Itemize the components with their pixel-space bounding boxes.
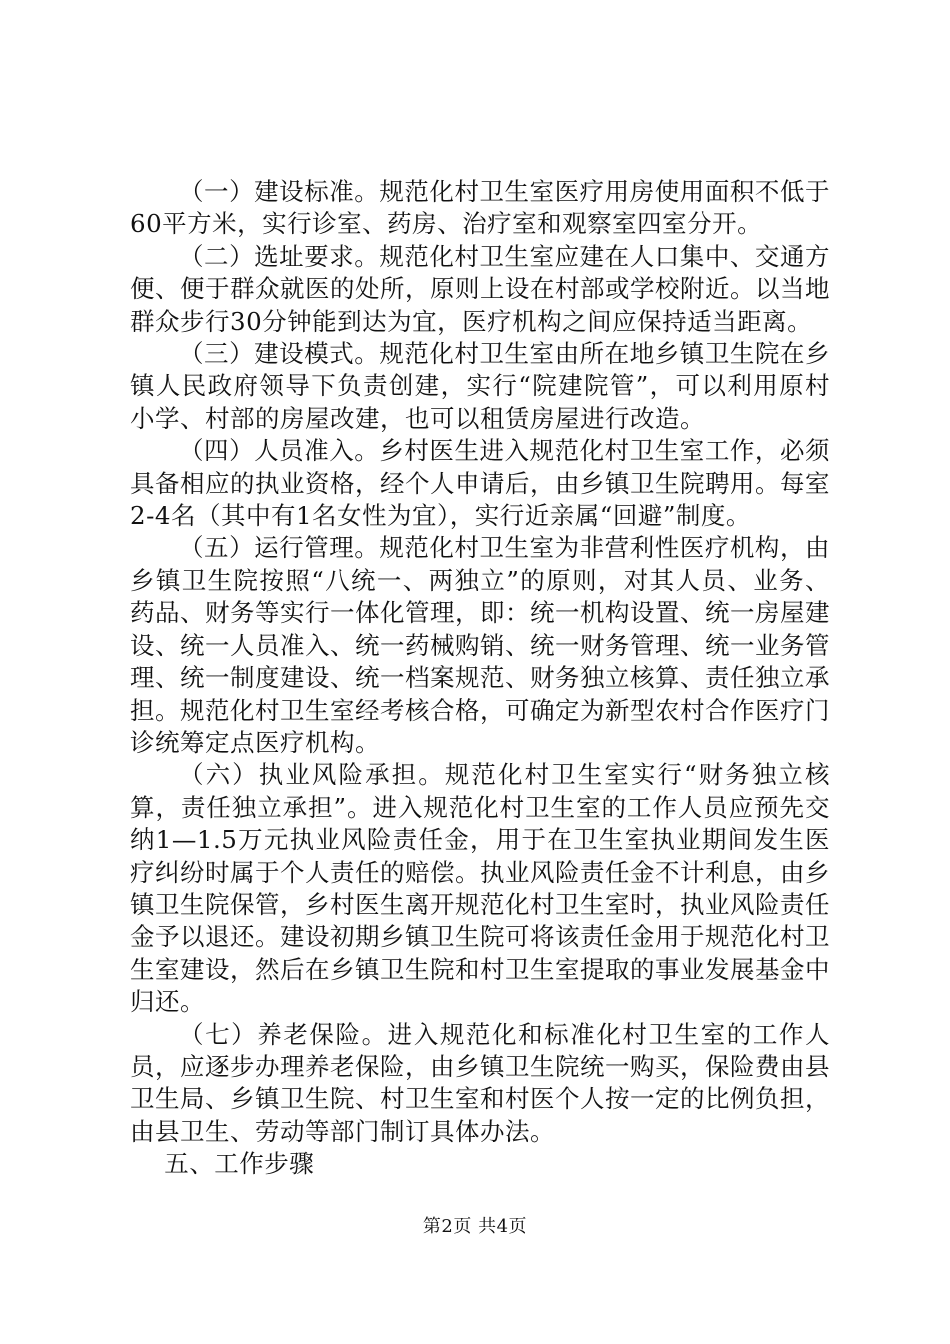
paragraph-operation-management: （五）运行管理。规范化村卫生室为非营利性医疗机构，由乡镇卫生院按照“八统一、两独立”的原则，对其人员、业务、药品、财务等实行一体化管理，即：统一机构设置、统一房屋建设、统一人员准入、统一药械购销、统一财务管理、统一业务管理、统一制度建设、统一档案规范、财务独立核算、责任独立承担。规范化村卫生室经考核合格，可确定为新型农村合作医疗门诊统筹定点医疗机构。 [130,533,830,757]
document-body [130,176,830,1181]
section-heading: 五、工作步骤 [164,1149,315,1179]
paragraph-site-requirements: （二）选址要求。规范化村卫生室应建在人口集中、交通方便、便于群众就医的处所，原则上设在村部或学校附近。以当地群众步行30分钟能到达为宜，医疗机构之间应保持适当距离。 [130,241,830,336]
paragraph-construction-standard: （一）建设标准。规范化村卫生室医疗用房使用面积不低于60平方米，实行诊室、药房、治疗室和观察室四室分开。 [130,177,830,239]
paragraph-construction-model: （三）建设模式。规范化村卫生室由所在地乡镇卫生院在乡镇人民政府领导下负责创建，实行“院建院管”，可以利用原村小学、村部的房屋改建，也可以租赁房屋进行改造。 [130,339,830,433]
paragraph-pension-insurance: （七）养老保险。进入规范化和标准化村卫生室的工作人员，应逐步办理养老保险，由乡镇卫生院统一购买，保险费由县卫生局、乡镇卫生院、村卫生室和村医个人按一定的比例负担，由县卫生、劳动等部门制订具体办法。 [130,1019,830,1146]
paragraph-staff-access: （四）人员准入。乡村医生进入规范化村卫生室工作，必须具备相应的执业资格，经个人申请后，由乡镇卫生院聘用。每室2-4名（其中有1名女性为宜），实行近亲属“回避”制度。 [130,436,830,531]
paragraph-practice-risk: （六）执业风险承担。规范化村卫生室实行“财务独立核算，责任独立承担”。进入规范化村卫生室的工作人员应预先交纳1—1.5万元执业风险责任金，用于在卫生室执业期间发生医疗纠纷时属于个人责任的赔偿。执业风险责任金不计利息，由乡镇卫生院保管，乡村医生离开规范化村卫生室时，执业风险责任金予以退还。建设初期乡镇卫生院可将该责任金用于规范化村卫生室建设，然后在乡镇卫生院和村卫生室提取的事业发展基金中归还。 [130,760,830,1017]
page-footer: 第2页 共4页 [422,1216,528,1237]
